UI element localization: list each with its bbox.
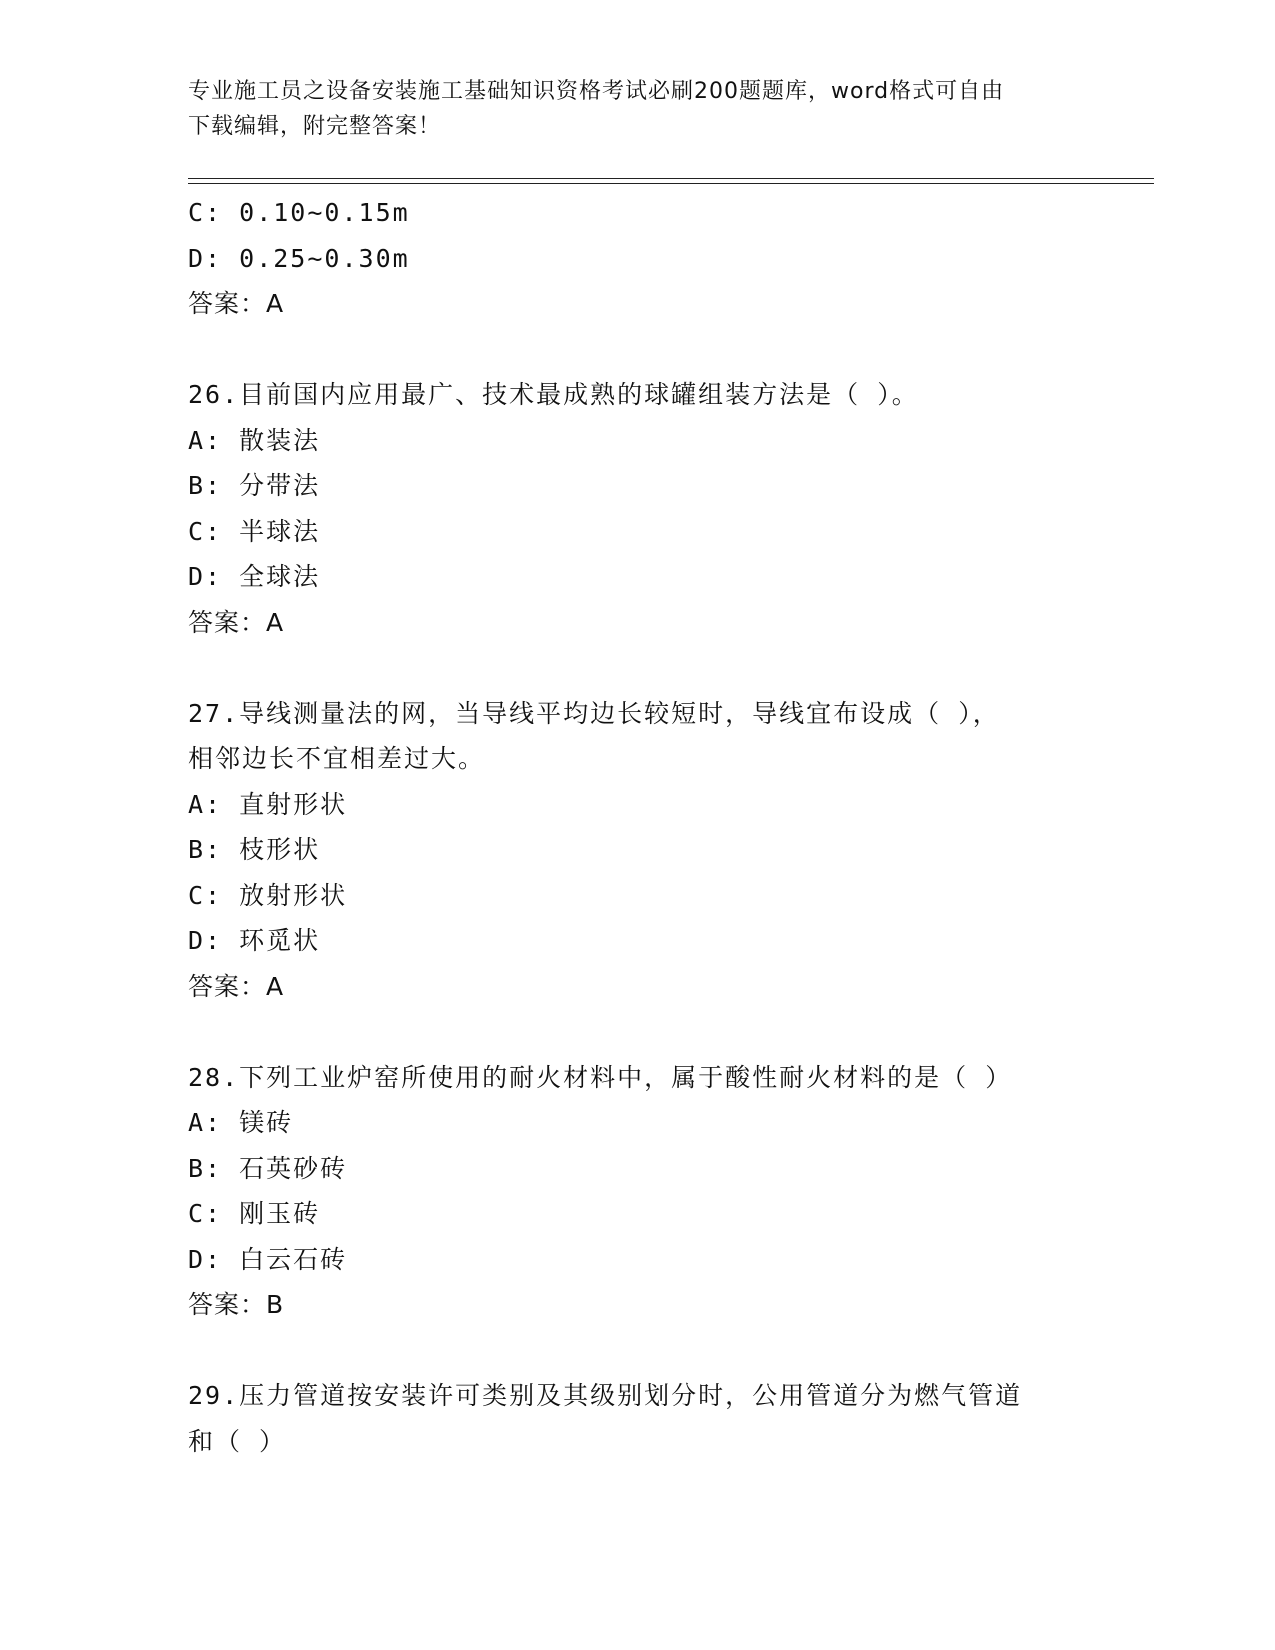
answer: 答案：A: [188, 289, 285, 318]
question-text-line-1: 27.导线测量法的网，当导线平均边长较短时，导线宜布设成（ ），: [188, 698, 1000, 728]
option-a: A: 直射形状: [188, 789, 348, 819]
option-c: C: 刚玉砖: [188, 1199, 321, 1228]
option-b: B: 分带法: [188, 471, 321, 500]
spacer: [188, 645, 1068, 691]
option-d: D: 白云石砖: [188, 1244, 348, 1274]
option-d: D: 0.25~0.30m: [188, 243, 410, 273]
header-line-1: 专业施工员之设备安装施工基础知识资格考试必刷200题题库，word格式可自由: [188, 79, 1005, 104]
question-list: [188, 190, 1068, 1464]
answer: 答案：A: [188, 607, 285, 637]
document-header: [188, 74, 1088, 144]
option-c: C: 放射形状: [188, 880, 348, 910]
question-text: 26.目前国内应用最广、技术最成熟的球罐组装方法是（ ）。: [188, 380, 919, 409]
spacer: [188, 1009, 1068, 1055]
option-a: A: 镁砖: [188, 1108, 294, 1137]
question-text-line-2: 相邻边长不宜相差过大。: [188, 744, 486, 773]
option-a: A: 散装法: [188, 425, 321, 455]
header-divider-top: [188, 178, 1154, 179]
option-c: C: 半球法: [188, 516, 321, 546]
spacer: [188, 327, 1068, 373]
header-divider-bottom: [188, 183, 1154, 184]
option-d: D: 全球法: [188, 562, 321, 591]
spacer: [188, 1328, 1068, 1374]
question-text-line-1: 29.压力管道按安装许可类别及其级别划分时，公用管道分为燃气管道: [188, 1381, 1023, 1410]
question-text: 28.下列工业炉窑所使用的耐火材料中，属于酸性耐火材料的是（ ）: [188, 1062, 1013, 1092]
option-d: D: 环觅状: [188, 926, 321, 955]
question-text-line-2: 和（ ）: [188, 1426, 287, 1456]
answer: 答案：B: [188, 1290, 285, 1319]
option-c: C: 0.10~0.15m: [188, 198, 410, 227]
option-b: B: 枝形状: [188, 835, 321, 864]
answer: 答案：A: [188, 971, 285, 1001]
option-b: B: 石英砂砖: [188, 1153, 348, 1183]
header-line-2: 下载编辑，附完整答案！: [188, 114, 442, 139]
